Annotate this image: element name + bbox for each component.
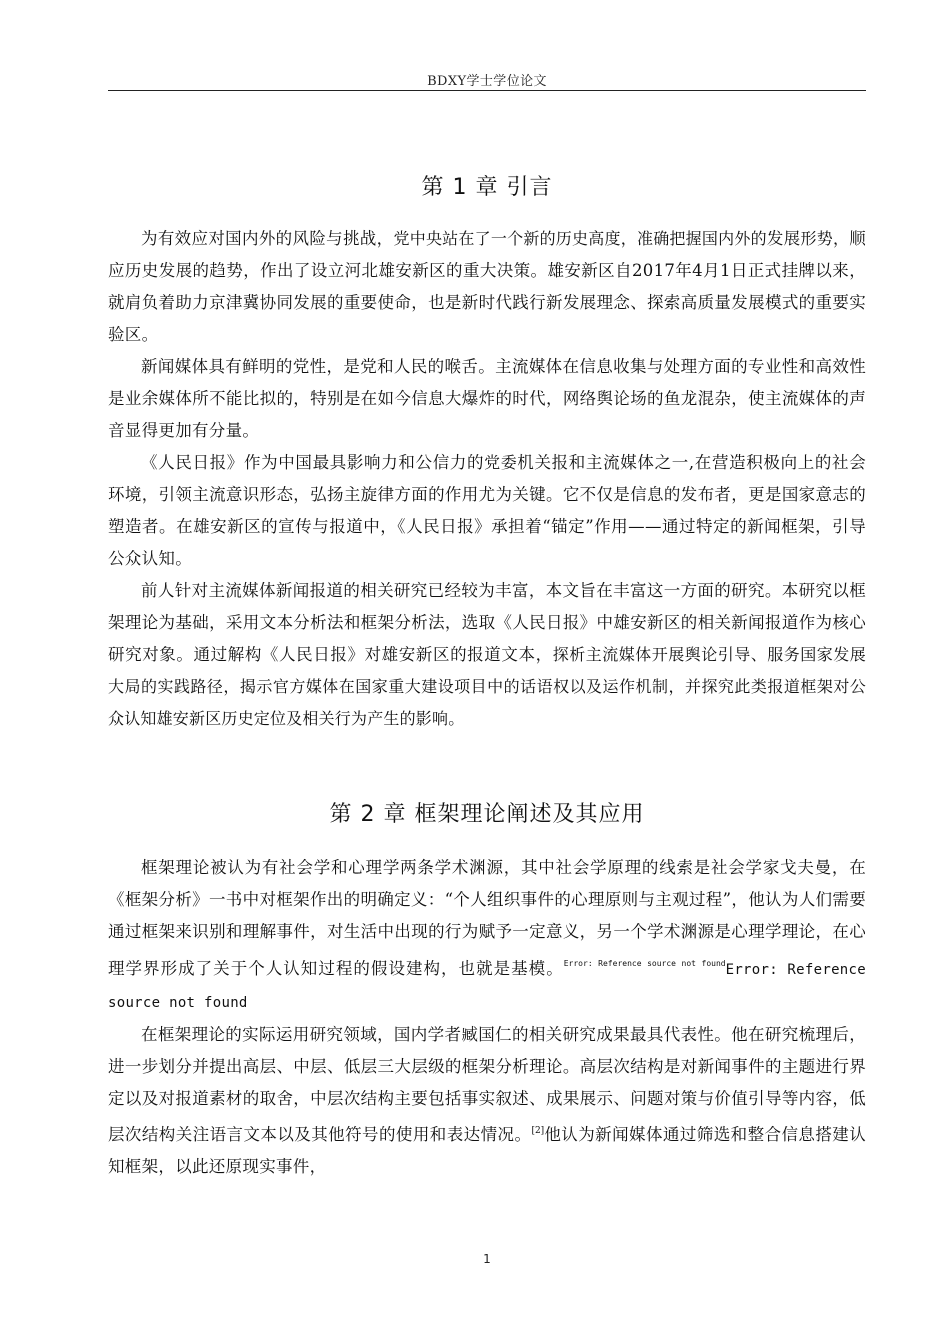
chapter-1-title: 第 1 章 引言	[421, 175, 553, 200]
reference-error-text: Error: Reference source not found	[108, 962, 866, 1011]
paragraph-text: 他认为新闻媒体通过筛选和整合信息搭建认知框架，以此还原现实事件，	[108, 1125, 866, 1176]
paragraph-text: 前人针对主流媒体新闻报道的相关研究已经较为丰富，本文旨在丰富这一方面的研究。本研究以框架理论为基础，采用文本分析法和框架分析法，选取《人民日报》中雄安新区的相关新闻报道作为核心研究对象。通过解构《人民日报》对雄安新区的报道文本，	[108, 581, 866, 664]
paragraph-text: 机关报和主流媒体之一,在营造积极向上的社会环境，引领主流意识形态，弘扬主旋律方面的作用尤为关键。它不仅是信息的发布者，更是国家意志的塑造者。在雄安新区的宣传与报道中，《人民日报》承担着“锚定”作用——通过特定的新闻框架，引导公众认知。	[108, 453, 867, 568]
paragraph-text: 为有效应对国内外的风险与挑战，	[141, 229, 394, 248]
chapter-1-paragraph-3	[108, 447, 866, 575]
running-header: BDXY学士学位论文	[427, 74, 547, 89]
chapter-1-paragraph-1	[108, 223, 866, 351]
chapter-2-paragraph-1	[108, 852, 866, 1019]
chapter-2-title: 第 2 章 框架理论阐述及其应用	[329, 802, 645, 827]
paragraph-text: 顺应历史发展的趋势，作出了设立河北雄安新区的重大决策。雄安新区自2017年4月1日正式挂牌以来，就肩负着助力京津冀协同发展的重要使命，也是新时代践行新发展理念、探索高质量发展模式的重要实验区。	[108, 229, 866, 344]
paragraph-text: 《人民日报》作为中国最具影响力和公信力的	[141, 453, 485, 472]
paragraph-text: 发展	[766, 229, 801, 248]
paragraph-text: 框架理论被认为有社会学和心理学两条学术渊源，其中社会学原理的线索是社会学家戈夫曼，在《框架分析》一书中对框架作出的明确定义：“个人组织事件的心理原则与主观过程”，他认为人们需要通过框架来识别和理解事件，对生活中出现的行为赋予一定意义，另一个学术渊源是心理学理论，在心理学界形成了关于个人认知过程的假设建构，也就是基模。	[108, 858, 866, 978]
emphasized-text: 党委	[484, 453, 518, 472]
citation-marker[interactable]: [2]	[531, 1126, 545, 1136]
page-number: 1	[483, 1252, 491, 1266]
page-body	[108, 170, 866, 1183]
emphasized-text: 党中央站在了一个新的历史高度，准确把握国内外的	[393, 229, 767, 248]
emphasized-text: 探析主流媒体开展舆论引导、服务国家发展大局的实践路径，揭示官方媒体在国家重大建设项目中的话语权以及运作机制，并探究此类报道框架对公众认知雄安新区历史定位及相关行为产生的影响。	[108, 645, 866, 728]
paragraph-text: 在框架理论的实际运用研究领域，国内学者臧国仁的相关研究成果最具代表性。他在研究梳理后，进一步划分并提出高层、中层、低层三大层级的框架分析理论。高层次结构是对新闻事件的主题进行界定以及对报道素材的取舍，中层次结构主要包括事实叙述、成果展示、问题对策与价值引导等内容，低层次结构关注语言文本以及其他符号的使用和表达情况。	[108, 1025, 866, 1144]
header-rule	[108, 90, 866, 91]
emphasized-text: 形势，	[800, 229, 850, 248]
chapter-2-paragraph-2	[108, 1019, 866, 1183]
chapter-1-paragraph-4	[108, 575, 866, 735]
chapter-1-paragraph-2: 新闻媒体具有鲜明的党性，是党和人民的喉舌。主流媒体在信息收集与处理方面的专业性和高效性是业余媒体所不能比拟的，特别是在如今信息大爆炸的时代，网络舆论场的鱼龙混杂，使主流媒体的声音显得更加有分量。	[108, 357, 866, 440]
reference-error-superscript: Error: Reference source not found	[563, 959, 726, 968]
